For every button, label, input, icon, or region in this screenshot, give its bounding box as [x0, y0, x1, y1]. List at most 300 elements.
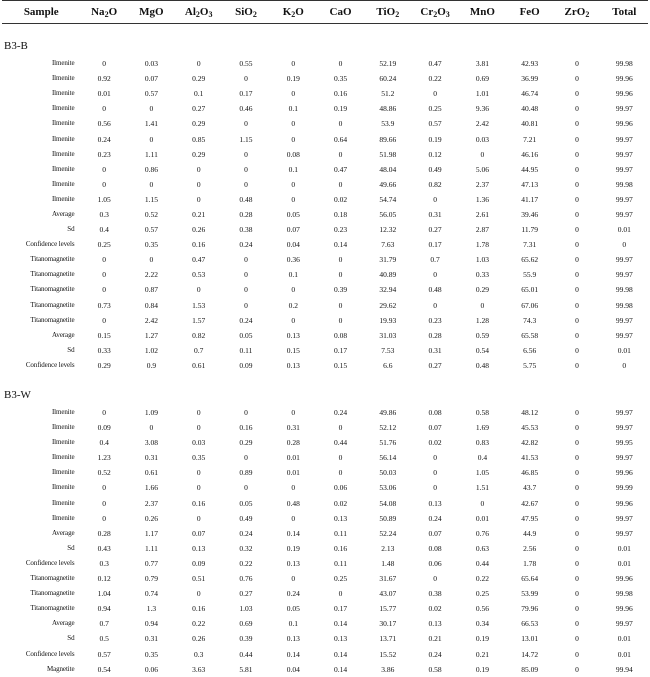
table-cell: 1.3 [146, 604, 157, 614]
column-header-0: Sample [2, 1, 80, 24]
table-cell: 0.48 [239, 194, 253, 204]
table-cell: 44.95 [521, 164, 539, 174]
column-header-5: $K_2O$ [270, 1, 317, 24]
row-label: Ilmenite [51, 498, 75, 507]
table-cell: 50.89 [379, 513, 397, 523]
table-cell: 0.17 [428, 240, 442, 250]
table-row [2, 435, 648, 450]
table-cell: 0.38 [428, 589, 442, 599]
table-cell: 0 [433, 89, 437, 99]
table-cell: 0 [244, 285, 248, 295]
table-cell: 99.96 [615, 574, 633, 584]
table-cell: 0.54 [97, 664, 111, 674]
table-cell: 0.28 [428, 330, 442, 340]
table-cell: 0 [244, 453, 248, 463]
table-cell: 0 [433, 483, 437, 493]
table-cell: 0.13 [333, 634, 348, 644]
table-cell: 99.97 [615, 619, 633, 629]
table-row [2, 282, 648, 297]
table-cell: 43.07 [379, 589, 397, 599]
column-header-12: Total [601, 1, 648, 24]
table-cell: 49.66 [379, 179, 397, 189]
row-label: Ilmenite [51, 438, 75, 447]
table-cell: 0.29 [97, 360, 111, 370]
table-cell: 99.97 [615, 164, 633, 174]
table-cell: 99.97 [615, 134, 633, 144]
table-cell: 0.16 [192, 604, 206, 614]
table-cell: 0 [102, 59, 106, 69]
table-cell: 5.75 [523, 360, 537, 370]
table-cell: 2.37 [144, 498, 158, 508]
row-label: Magnetite [47, 664, 75, 673]
table-cell: 0.13 [286, 558, 300, 568]
table-row [2, 86, 648, 101]
table-cell: 0.02 [428, 438, 442, 448]
table-cell: 0.16 [333, 543, 348, 553]
table-cell: 0.02 [333, 498, 348, 508]
row-label: Ilmenite [51, 134, 75, 143]
table-cell: 0.69 [239, 619, 253, 629]
table-cell: 0.4 [99, 225, 109, 235]
table-cell: 0.02 [428, 604, 442, 614]
table-cell: 65.01 [521, 285, 539, 295]
table-cell: 15.77 [379, 604, 397, 614]
table-cell: 0 [244, 483, 248, 493]
table-row [2, 207, 648, 222]
table-cell: 0.01 [97, 89, 111, 99]
table-cell: 0.19 [475, 664, 489, 674]
table-cell: 54.74 [379, 194, 397, 204]
table-cell: 0.57 [97, 649, 111, 659]
table-cell: 0.06 [333, 483, 348, 493]
table-cell: 0 [244, 270, 248, 280]
table-cell: 6.6 [383, 360, 393, 370]
table-cell: 0 [480, 498, 485, 508]
table-cell: 0.74 [144, 589, 158, 599]
table-cell: 31.03 [379, 330, 397, 340]
table-cell: 0 [575, 119, 579, 129]
table-cell: 47.13 [521, 179, 539, 189]
table-cell: 0 [575, 664, 579, 674]
table-cell: 0 [244, 300, 248, 310]
table-cell: 51.76 [379, 438, 397, 448]
row-label: Ilmenite [51, 119, 75, 128]
table-row [2, 358, 648, 373]
table-cell: 56.14 [379, 453, 397, 463]
table-cell: 0 [575, 634, 579, 644]
table-cell: 85.09 [521, 664, 539, 674]
table-cell: 65.64 [521, 574, 539, 584]
table-cell: 0.11 [334, 528, 347, 538]
table-cell: 0 [244, 408, 248, 418]
table-header-row [2, 1, 648, 24]
table-cell: 1.51 [475, 483, 489, 493]
table-cell: 39.46 [521, 209, 539, 219]
table-row [2, 511, 648, 526]
table-cell: 0 [338, 315, 343, 325]
table-cell: 0.31 [144, 634, 158, 644]
table-cell: 0.05 [286, 209, 300, 219]
table-cell: 0 [480, 300, 485, 310]
table-cell: 0.39 [239, 634, 253, 644]
table-cell: 1.09 [144, 408, 158, 418]
table-cell: 0 [244, 149, 248, 159]
table-row [2, 131, 648, 146]
table-row [2, 586, 648, 601]
table-cell: 3.86 [381, 664, 395, 674]
row-label: Titanomagnetite [30, 315, 75, 324]
table-cell: 0 [291, 315, 296, 325]
table-cell: 0.05 [239, 498, 253, 508]
table-cell: 0 [433, 300, 437, 310]
table-cell: 0.24 [239, 240, 253, 250]
table-cell: 0.13 [286, 634, 300, 644]
table-cell: 0.27 [192, 104, 206, 114]
table-cell: 12.32 [379, 225, 397, 235]
table-cell: 0 [338, 423, 343, 433]
table-cell: 0.84 [144, 300, 158, 310]
table-cell: 0 [102, 255, 106, 265]
table-cell: 0.03 [144, 59, 158, 69]
row-label: Ilmenite [51, 408, 75, 417]
table-cell: 1.27 [144, 330, 158, 340]
table-cell: 0 [149, 104, 154, 114]
table-cell: 0 [102, 285, 106, 295]
row-label: Ilmenite [51, 483, 75, 492]
table-cell: 31.79 [379, 255, 397, 265]
table-row [2, 313, 648, 328]
table-cell: 0 [338, 255, 343, 265]
table-row [2, 465, 648, 480]
table-cell: 41.53 [521, 453, 539, 463]
table-row [2, 571, 648, 586]
table-cell: 2.37 [475, 179, 489, 189]
row-label: Ilmenite [51, 89, 75, 98]
table-cell: 0 [575, 453, 579, 463]
table-cell: 0.13 [286, 330, 300, 340]
table-cell: 0 [149, 423, 154, 433]
table-cell: 0.01 [286, 468, 300, 478]
table-cell: 1.15 [239, 134, 253, 144]
table-cell: 51.2 [381, 89, 395, 99]
table-cell: 0 [575, 285, 579, 295]
table-cell: 0.44 [239, 649, 253, 659]
table-cell: 0.07 [144, 74, 158, 84]
table-cell: 0.25 [97, 240, 111, 250]
table-cell: 0 [102, 164, 106, 174]
table-cell: 49.86 [379, 408, 397, 418]
table-cell: 0.69 [475, 74, 489, 84]
table-cell: 0.35 [144, 240, 158, 250]
table-cell: 0 [291, 134, 296, 144]
table-cell: 0.22 [239, 558, 253, 568]
table-cell: 0.7 [99, 619, 109, 629]
table-cell: 0.35 [333, 74, 348, 84]
table-cell: 0.34 [475, 619, 489, 629]
table-cell: 0 [575, 649, 579, 659]
table-cell: 99.97 [615, 453, 633, 463]
table-cell: 0.61 [144, 468, 158, 478]
table-cell: 0 [575, 528, 579, 538]
table-cell: 0.48 [475, 360, 489, 370]
table-cell: 0 [102, 498, 106, 508]
column-header-11: ZrO$_2$ [553, 1, 600, 24]
table-cell: 0.01 [475, 513, 489, 523]
table-cell: 0.56 [97, 119, 111, 129]
table-cell: 0.4 [99, 438, 109, 448]
table-cell: 99.94 [615, 664, 633, 674]
table-cell: 0.31 [428, 209, 442, 219]
table-cell: 99.97 [615, 315, 633, 325]
table-cell: 2.87 [475, 225, 489, 235]
row-label: Ilmenite [51, 74, 75, 83]
table-cell: 53.99 [521, 589, 539, 599]
table-cell: 40.81 [521, 119, 539, 129]
table-cell: 40.48 [521, 104, 539, 114]
table-cell: 0 [102, 483, 106, 493]
table-cell: 2.61 [475, 209, 489, 219]
table-cell: 0.13 [333, 513, 348, 523]
table-cell: 0.47 [333, 164, 348, 174]
table-cell: 1.05 [475, 468, 489, 478]
table-row [2, 662, 648, 677]
table-cell: 0.19 [428, 134, 442, 144]
table-cell: 56.05 [379, 209, 397, 219]
table-cell: 0 [575, 315, 579, 325]
table-row [2, 101, 648, 116]
table-cell: 52.24 [379, 528, 397, 538]
table-cell: 0 [433, 468, 437, 478]
table-cell: 0.14 [286, 649, 300, 659]
table-cell: 7.31 [523, 240, 537, 250]
table-cell: 0.11 [239, 345, 253, 355]
table-cell: 1.78 [523, 558, 537, 568]
table-cell: 42.93 [521, 59, 539, 69]
table-cell: 0.19 [286, 74, 300, 84]
table-row [2, 56, 648, 71]
table-cell: 0.24 [428, 649, 442, 659]
table-cell: 30.17 [379, 619, 397, 629]
table-cell: 0.3 [99, 558, 109, 568]
table-cell: 0 [575, 179, 579, 189]
table-cell: 0.13 [192, 543, 206, 553]
table-body [2, 24, 648, 677]
section-title-row [2, 36, 648, 56]
table-cell: 53.9 [381, 119, 395, 129]
table-row [2, 267, 648, 282]
row-label: Ilmenite [51, 453, 75, 462]
table-cell: 55.9 [523, 270, 537, 280]
table-cell: 1.48 [381, 558, 395, 568]
table-cell: 0 [575, 619, 579, 629]
table-cell: 0 [244, 119, 248, 129]
table-cell: 0.04 [286, 240, 300, 250]
table-cell: 0.11 [334, 558, 347, 568]
row-label: Ilmenite [51, 104, 75, 113]
table-cell: 41.17 [521, 194, 539, 204]
table-cell: 0.9 [146, 360, 157, 370]
table-cell: 0 [575, 240, 579, 250]
table-cell: 6.56 [523, 345, 537, 355]
table-cell: 89.66 [379, 134, 397, 144]
table-cell: 0 [338, 589, 343, 599]
table-cell: 0.14 [333, 664, 348, 674]
table-cell: 0.53 [192, 270, 206, 280]
table-cell: 1.78 [475, 240, 489, 250]
table-cell: 0 [575, 270, 579, 280]
table-cell: 0 [291, 119, 296, 129]
row-label: Titanomagnetite [30, 270, 75, 279]
table-row [2, 541, 648, 556]
table-cell: 42.82 [521, 438, 539, 448]
table-cell: 1.69 [475, 423, 489, 433]
row-label: Ilmenite [51, 59, 75, 68]
table-cell: 0 [575, 164, 579, 174]
table-cell: 13.01 [521, 634, 539, 644]
row-label: Sd [67, 543, 75, 552]
table-cell: 0.1 [288, 619, 298, 629]
table-cell: 0.15 [97, 330, 111, 340]
table-cell: 44.9 [523, 528, 537, 538]
table-cell: 0 [196, 589, 201, 599]
table-cell: 40.89 [379, 270, 397, 280]
table-cell: 0 [575, 225, 579, 235]
table-cell: 0.14 [333, 649, 348, 659]
table-cell: 1.05 [97, 194, 111, 204]
table-cell: 99.99 [615, 483, 633, 493]
section-spacer [2, 373, 648, 385]
table-cell: 2.42 [144, 315, 158, 325]
table-cell: 99.96 [615, 89, 633, 99]
oxide-composition-table [2, 0, 648, 677]
table-cell: 99.96 [615, 74, 633, 84]
table-cell: 0.07 [192, 528, 206, 538]
section-title-row [2, 385, 648, 405]
table-cell: 0.64 [333, 134, 348, 144]
table-cell: 0 [102, 104, 106, 114]
row-label: Ilmenite [51, 468, 75, 477]
table-cell: 0.31 [144, 453, 158, 463]
table-row [2, 556, 648, 571]
table-cell: 99.97 [615, 270, 633, 280]
section-spacer [2, 24, 648, 37]
table-row [2, 71, 648, 86]
table-cell: 0.08 [286, 149, 300, 159]
table-cell: 0 [196, 483, 201, 493]
table-cell: 0 [575, 345, 579, 355]
row-label: Average [51, 209, 75, 218]
table-cell: 0 [196, 423, 201, 433]
table-cell: 0.28 [286, 438, 300, 448]
table-cell: 0.29 [192, 119, 206, 129]
table-cell: 0.24 [333, 408, 348, 418]
table-cell: 1.41 [144, 119, 158, 129]
table-cell: 0.08 [333, 330, 348, 340]
table-cell: 74.3 [523, 315, 537, 325]
table-cell: 0.15 [333, 360, 348, 370]
table-cell: 0 [196, 164, 201, 174]
table-cell: 0.08 [428, 408, 442, 418]
table-cell: 5.06 [475, 164, 489, 174]
table-cell: 0.13 [428, 498, 442, 508]
table-cell: 0.01 [617, 634, 631, 644]
table-cell: 47.95 [521, 513, 539, 523]
table-cell: 0.55 [239, 59, 253, 69]
table-cell: 48.86 [379, 104, 397, 114]
table-cell: 0.06 [428, 558, 442, 568]
table-cell: 7.21 [523, 134, 537, 144]
row-label: Ilmenite [51, 513, 75, 522]
table-cell: 0.59 [475, 330, 489, 340]
table-cell: 0 [575, 134, 579, 144]
table-cell: 0.19 [475, 634, 489, 644]
table-cell: 0.26 [192, 225, 206, 235]
table-cell: 0 [338, 453, 343, 463]
table-cell: 0 [338, 149, 343, 159]
column-header-9: MnO [459, 1, 506, 24]
row-label: Average [51, 528, 75, 537]
table-cell: 99.98 [615, 59, 633, 69]
table-cell: 0.35 [144, 649, 158, 659]
table-cell: 1.17 [144, 528, 158, 538]
table-cell: 0.54 [475, 345, 489, 355]
row-label: Ilmenite [51, 164, 75, 173]
table-cell: 0 [575, 423, 579, 433]
table-cell: 0.1 [288, 270, 298, 280]
table-cell: 52.19 [379, 59, 397, 69]
table-cell: 0 [244, 74, 248, 84]
table-cell: 60.24 [379, 74, 397, 84]
table-cell: 0.35 [192, 453, 206, 463]
table-cell: 1.04 [97, 589, 111, 599]
table-row [2, 177, 648, 192]
table-cell: 66.53 [521, 619, 539, 629]
table-cell: 0.31 [428, 345, 442, 355]
table-cell: 0.3 [99, 209, 109, 219]
table-cell: 0.58 [428, 664, 442, 674]
row-label: Confidence levels [25, 240, 75, 249]
table-row [2, 420, 648, 435]
column-header-7: TiO$_2$ [364, 1, 411, 24]
table-cell: 48.04 [379, 164, 397, 174]
table-cell: 50.03 [379, 468, 397, 478]
table-cell: 0.4 [477, 453, 488, 463]
table-cell: 0.16 [192, 498, 206, 508]
table-cell: 0.22 [428, 74, 442, 84]
table-row [2, 147, 648, 162]
table-row [2, 116, 648, 131]
table-cell: 0 [244, 255, 248, 265]
table-cell: 13.71 [379, 634, 397, 644]
table-cell: 1.02 [144, 345, 158, 355]
table-cell: 0.21 [475, 649, 489, 659]
table-cell: 0.25 [333, 574, 348, 584]
table-cell: 0 [244, 164, 248, 174]
section-title: B3-B [4, 40, 28, 52]
row-label: Titanomagnetite [30, 574, 75, 583]
table-cell: 99.98 [615, 300, 633, 310]
row-label: Titanomagnetite [30, 589, 75, 598]
table-cell: 0.09 [239, 360, 253, 370]
table-cell: 99.97 [615, 194, 633, 204]
table-cell: 1.57 [192, 315, 206, 325]
column-header-6: CaO [317, 1, 364, 24]
table-cell: 0 [338, 270, 343, 280]
table-cell: 0 [196, 179, 201, 189]
table-cell: 99.97 [615, 423, 633, 433]
table-cell: 0.76 [475, 528, 489, 538]
table-cell: 0.16 [192, 240, 206, 250]
